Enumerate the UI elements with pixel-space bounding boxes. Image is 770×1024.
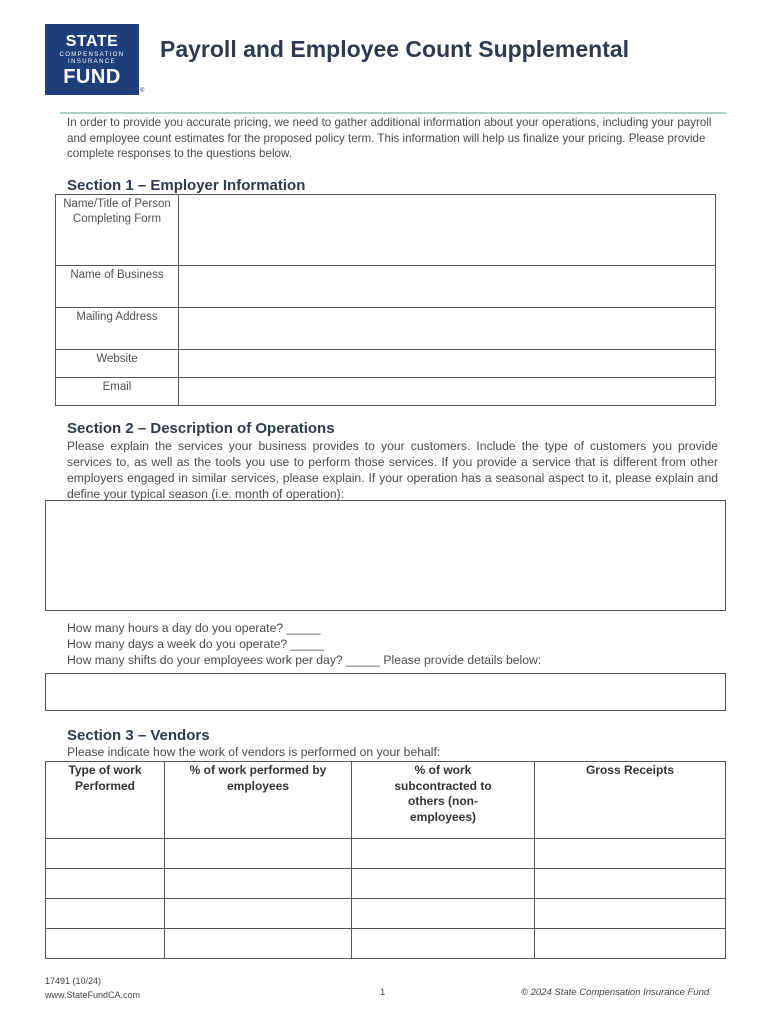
field-label-website: Website bbox=[56, 350, 179, 378]
column-header-gross-receipts bbox=[535, 762, 726, 839]
shifts-per-day-question: How many shifts do your employees work per day? _____ Please provide details below: bbox=[67, 653, 542, 667]
table-cell[interactable] bbox=[352, 869, 535, 899]
table-row bbox=[56, 308, 716, 350]
logo-fund-text: FUND bbox=[63, 66, 121, 88]
column-header-subcontracted-percent bbox=[352, 762, 535, 839]
table-cell[interactable] bbox=[165, 929, 352, 959]
logo-state-text: STATE bbox=[65, 33, 119, 50]
column-header-type-of-work bbox=[46, 762, 165, 839]
field-input-website[interactable] bbox=[179, 350, 716, 378]
table-cell[interactable] bbox=[535, 839, 726, 869]
vendors-table bbox=[45, 761, 726, 959]
form-number: 17491 (10/24) bbox=[45, 976, 102, 986]
registered-mark: ® bbox=[140, 88, 145, 94]
table-cell[interactable] bbox=[535, 869, 726, 899]
table-cell[interactable] bbox=[165, 839, 352, 869]
operations-description-field[interactable] bbox=[45, 500, 726, 611]
table-cell[interactable] bbox=[535, 899, 726, 929]
table-cell[interactable] bbox=[352, 839, 535, 869]
operation-questions bbox=[67, 620, 541, 668]
field-input-business[interactable] bbox=[179, 266, 716, 308]
table-row bbox=[46, 899, 726, 929]
state-fund-logo bbox=[45, 24, 139, 95]
field-label-person: Name/Title of Person Completing Form bbox=[56, 195, 179, 266]
page-title: Payroll and Employee Count Supplemental bbox=[160, 36, 630, 62]
column-header-employee-percent bbox=[165, 762, 352, 839]
hours-per-day-question: How many hours a day do you operate? _____ bbox=[67, 621, 321, 635]
table-row bbox=[56, 350, 716, 378]
table-row bbox=[56, 266, 716, 308]
table-row bbox=[56, 195, 716, 266]
column-header-subcontracted-percent-text: % of work subcontracted to others (non-employees) bbox=[394, 763, 492, 824]
field-input-address[interactable] bbox=[179, 308, 716, 350]
field-input-person[interactable] bbox=[179, 195, 716, 266]
field-label-business: Name of Business bbox=[56, 266, 179, 308]
table-cell[interactable] bbox=[352, 929, 535, 959]
table-cell[interactable] bbox=[165, 899, 352, 929]
column-header-gross-receipts-text: Gross Receipts bbox=[585, 763, 675, 777]
table-row bbox=[46, 839, 726, 869]
table-cell[interactable] bbox=[46, 929, 165, 959]
header-divider bbox=[60, 112, 726, 114]
days-per-week-question: How many days a week do you operate? _____ bbox=[67, 637, 325, 651]
table-row bbox=[46, 929, 726, 959]
section1-heading: Section 1 – Employer Information bbox=[67, 177, 306, 194]
copyright-notice: © 2024 State Compensation Insurance Fund bbox=[521, 987, 710, 998]
footer-website-link[interactable]: www.StateFundCA.com bbox=[45, 990, 141, 1000]
logo-compensation-text: COMPENSATION INSURANCE bbox=[59, 52, 125, 65]
table-cell[interactable] bbox=[352, 899, 535, 929]
page-number: 1 bbox=[380, 987, 386, 998]
section3-instructions: Please indicate how the work of vendors is performed on your behalf: bbox=[67, 745, 441, 759]
employer-info-table bbox=[55, 194, 716, 406]
field-label-email: Email bbox=[56, 378, 179, 406]
table-cell[interactable] bbox=[535, 929, 726, 959]
field-label-address: Mailing Address bbox=[56, 308, 179, 350]
field-input-email[interactable] bbox=[179, 378, 716, 406]
table-row bbox=[56, 378, 716, 406]
shift-details-field[interactable] bbox=[45, 673, 726, 711]
table-row bbox=[46, 869, 726, 899]
footer-left bbox=[45, 974, 140, 1002]
table-cell[interactable] bbox=[165, 869, 352, 899]
table-cell[interactable] bbox=[46, 899, 165, 929]
column-header-type-of-work-text: Type of work Performed bbox=[68, 763, 142, 793]
column-header-employee-percent-text: % of work performed by employees bbox=[189, 763, 327, 793]
table-header-row bbox=[46, 762, 726, 839]
intro-paragraph: In order to provide you accurate pricing, we need to gather additional information about your operations, including your payroll and employee count estimates for the proposed policy term. This information will help us finalize your pricing. Please provide complete responses to the questions below. bbox=[67, 116, 712, 160]
section2-heading: Section 2 – Description of Operations bbox=[67, 420, 335, 437]
section3-heading: Section 3 – Vendors bbox=[67, 727, 210, 744]
table-cell[interactable] bbox=[46, 869, 165, 899]
table-cell[interactable] bbox=[46, 839, 165, 869]
section2-instructions: Please explain the services your business provides to your customers. Include the type of customers you provide services to, as well as the tools you use to perform those services. If you provide a service that is different from other employers engaged in similar services, please explain. If your operation has a seasonal aspect to it, please explain and define your typical season (i.e. month of operation): bbox=[67, 439, 718, 501]
